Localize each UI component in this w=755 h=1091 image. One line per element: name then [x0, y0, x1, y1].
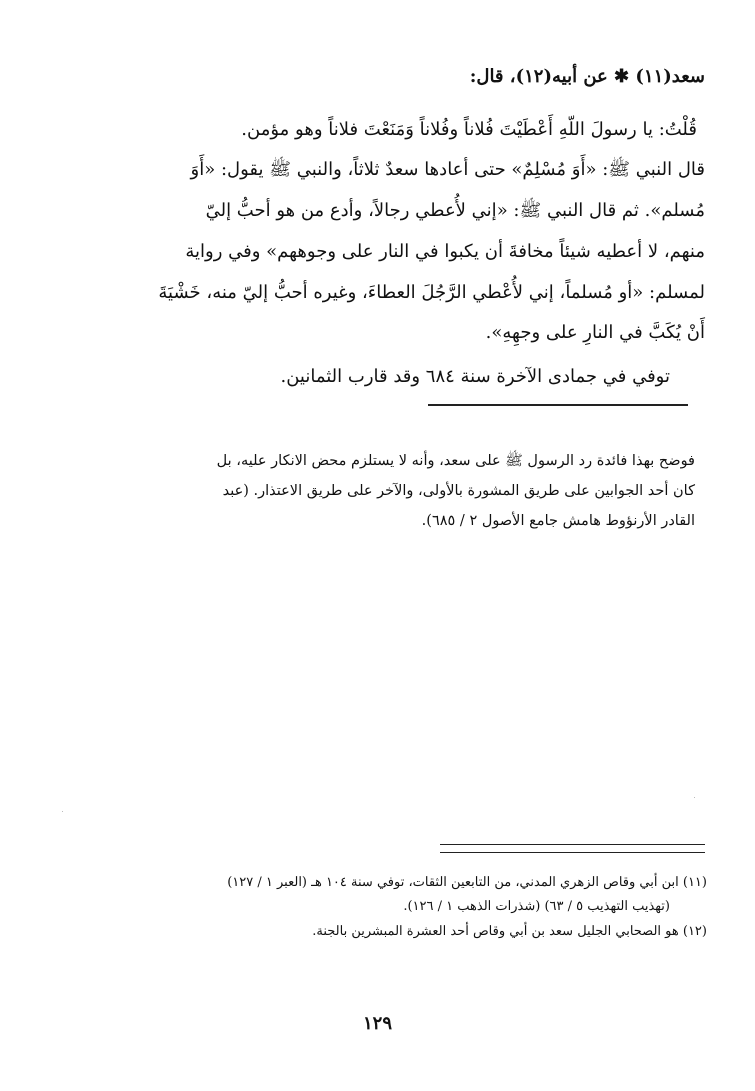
- header-line: سعد(١١) ✱ عن أبيه(١٢)، قال:: [469, 66, 705, 87]
- main-text-line-4: منهم، لا أعطيه شيئاً مخافةَ أن يكبوا في النار على وجوههم» وفي رواية: [185, 241, 705, 262]
- main-text-line-2: قال النبي ﷺ: «أَوَ مُسْلِمٌ» حتى أعادها سعدٌ ثلاثاً، والنبي ﷺ يقول: «أَوَ: [190, 159, 705, 180]
- main-text-line-1: قُلْتُ: يا رسولَ اللّهِ أَعْطَيْتَ فُلاناً وفُلاناً وَمَنَعْتَ فلاناً وهو مؤمن.: [241, 119, 697, 140]
- commentary-line-2: كان أحد الجوابين على طريق المشورة بالأولى، والآخر على طريق الاعتذار. (عبد: [222, 483, 695, 499]
- footnote-rule-bottom: [440, 852, 705, 853]
- footnote-rule-top: [440, 844, 705, 845]
- separator-rule: [428, 404, 688, 406]
- footnote-12: (١٢) هو الصحابي الجليل سعد بن أبي وقاص أحد العشرة المبشرين بالجنة.: [312, 924, 707, 939]
- page-number: ١٢٩: [362, 1013, 392, 1034]
- main-text-line-6: أَنْ يُكَبَّ في النارِ على وجهِهِ».: [485, 322, 705, 343]
- commentary-line-3: القادر الأرنؤوط هامش جامع الأصول ٢ / ٦٨٥).: [421, 513, 695, 529]
- main-text-line-5: لمسلم: «أو مُسلماً، إني لأُعْطي الرَّجُلَ العطاءَ، وغيره أحبُّ إليّ منه، خَشْيَةَ: [158, 282, 705, 303]
- footnote-11-line-1: (١١) ابن أبي وقاص الزهري المدني، من التابعين الثقات، توفي سنة ١٠٤ هـ (العبر ١ / ١٢٧): [227, 875, 707, 890]
- scan-speck: [694, 797, 695, 798]
- death-note: توفي في جمادى الآخرة سنة ٦٨٤ وقد قارب الثمانين.: [280, 366, 670, 387]
- footnote-11-line-2: (تهذيب التهذيب ٥ / ٦٣) (شذرات الذهب ١ / ١٢٦).: [403, 899, 670, 914]
- scan-speck: [62, 811, 63, 812]
- commentary-line-1: فوضح بهذا فائدة رد الرسول ﷺ على سعد، وأنه لا يستلزم محض الانكار عليه، بل: [216, 453, 695, 469]
- main-text-line-3: مُسلم». ثم قال النبي ﷺ: «إني لأُعطي رجالاً، وأدع من هو أحبُّ إليّ: [205, 200, 705, 221]
